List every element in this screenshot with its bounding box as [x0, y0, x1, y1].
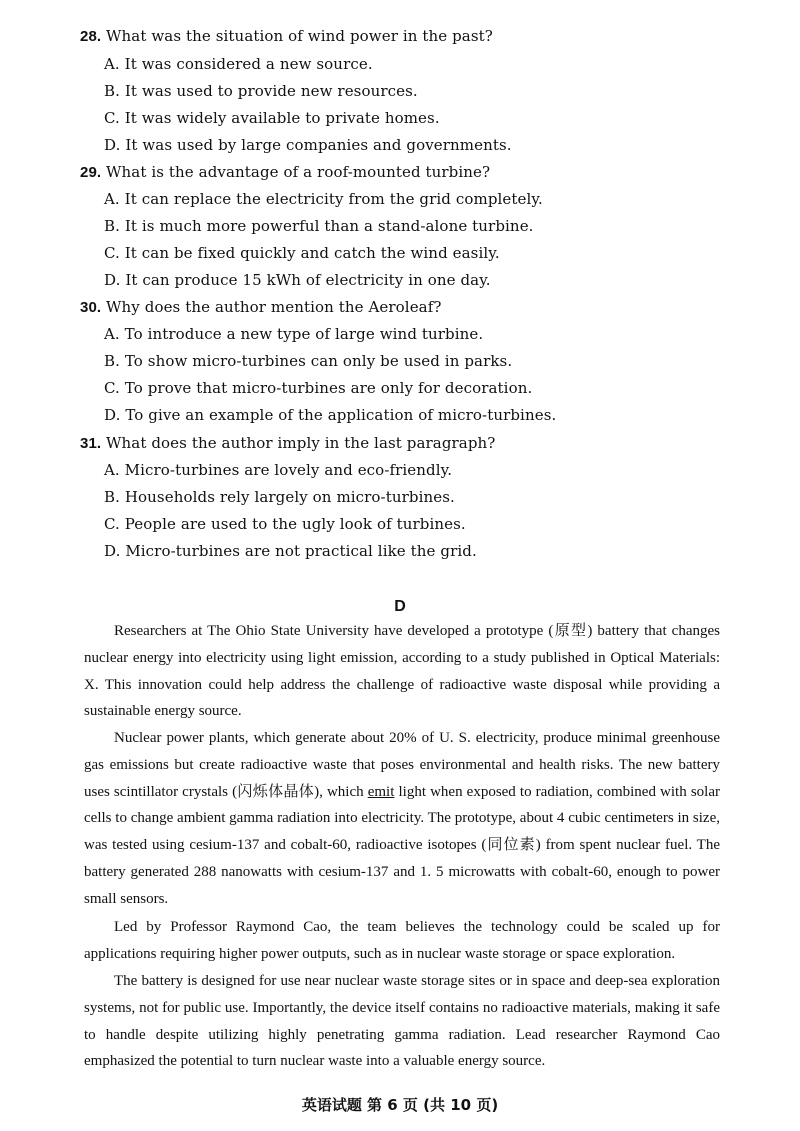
underlined-word: emit: [367, 783, 395, 800]
question-number: 30.: [80, 299, 102, 316]
option-29c: C. It can be fixed quickly and catch the wind easily.: [104, 244, 500, 262]
option-31c: C. People are used to the ugly look of turbines.: [104, 515, 466, 533]
question-text: What does the author imply in the last paragraph?: [106, 434, 496, 452]
option-28d: D. It was used by large companies and governments.: [104, 136, 512, 154]
option-29b: B. It is much more powerful than a stand-alone turbine.: [104, 217, 534, 235]
question-28: [80, 27, 493, 45]
question-number: 29.: [80, 164, 102, 181]
question-30: [80, 298, 442, 316]
option-28b: B. It was used to provide new resources.: [104, 82, 418, 100]
question-number: 28.: [80, 28, 102, 45]
option-30c: C. To prove that micro-turbines are only for decoration.: [104, 379, 533, 397]
question-29: [80, 163, 490, 181]
page-footer: 英语试题 第 6 页 (共 10 页): [301, 1096, 499, 1114]
option-28a: A. It was considered a new source.: [104, 55, 373, 73]
passage-paragraph-3: Led by Professor Raymond Cao, the team believes the technology could be scaled up for applications requiring higher power outputs, such as in nuclear waste storage or space exploration.: [84, 919, 720, 962]
question-text: What is the advantage of a roof-mounted turbine?: [106, 163, 491, 181]
option-29a: A. It can replace the electricity from the grid completely.: [104, 190, 543, 208]
option-28c: C. It was widely available to private homes.: [104, 109, 440, 127]
option-31a: A. Micro-turbines are lovely and eco-friendly.: [104, 461, 453, 479]
section-heading: D: [394, 598, 406, 615]
option-30b: B. To show micro-turbines can only be used in parks.: [104, 352, 513, 370]
question-text: What was the situation of wind power in the past?: [106, 27, 493, 45]
option-30a: A. To introduce a new type of large wind turbine.: [104, 325, 484, 343]
paragraph-text: light when exposed to radiation, combined with solar cells to change ambient gamma radiation into electricity. The prototype, about 4 cubic centimeters in size, was tested using cesium-137 and cobalt-60, radioactive isotopes (同位素) from spent nuclear fuel. The battery generated 288 nanowatts with cesium-137 and 1. 5 microwatts with cobalt-60, enough to power small sensors.: [84, 783, 720, 907]
question-31: [80, 434, 495, 452]
passage-paragraph-2: [84, 725, 720, 913]
paragraph-text: Nuclear power plants, which generate about 20% of U. S. electricity, produce minimal greenhouse gas emissions but create radioactive waste that poses environmental and health risks. The new battery uses scintillator crystals (闪烁体晶体), which: [84, 730, 720, 800]
passage-paragraph-4: The battery is designed for use near nuclear waste storage sites or in space and deep-sea exploration systems, not for public use. Importantly, the device itself contains no radioactive materials, making it safe to handle despite utilizing highly penetrating gamma radiation. Lead researcher Raymond Cao emphasized the potential to turn nuclear waste into a valuable energy source.: [84, 973, 720, 1070]
option-29d: D. It can produce 15 kWh of electricity in one day.: [104, 271, 491, 289]
option-31d: D. Micro-turbines are not practical like the grid.: [104, 542, 477, 560]
passage-paragraph-1: Researchers at The Ohio State University have developed a prototype (原型) battery that changes nuclear energy into electricity using light emission, according to a study published in Optical Materials: X. This innovation could help address the challenge of radioactive waste disposal while providing a sustainable energy source.: [84, 623, 720, 720]
option-30d: D. To give an example of the application of micro-turbines.: [104, 406, 557, 424]
option-31b: B. Households rely largely on micro-turbines.: [104, 488, 455, 506]
question-number: 31.: [80, 435, 102, 452]
question-text: Why does the author mention the Aeroleaf?: [106, 298, 442, 316]
